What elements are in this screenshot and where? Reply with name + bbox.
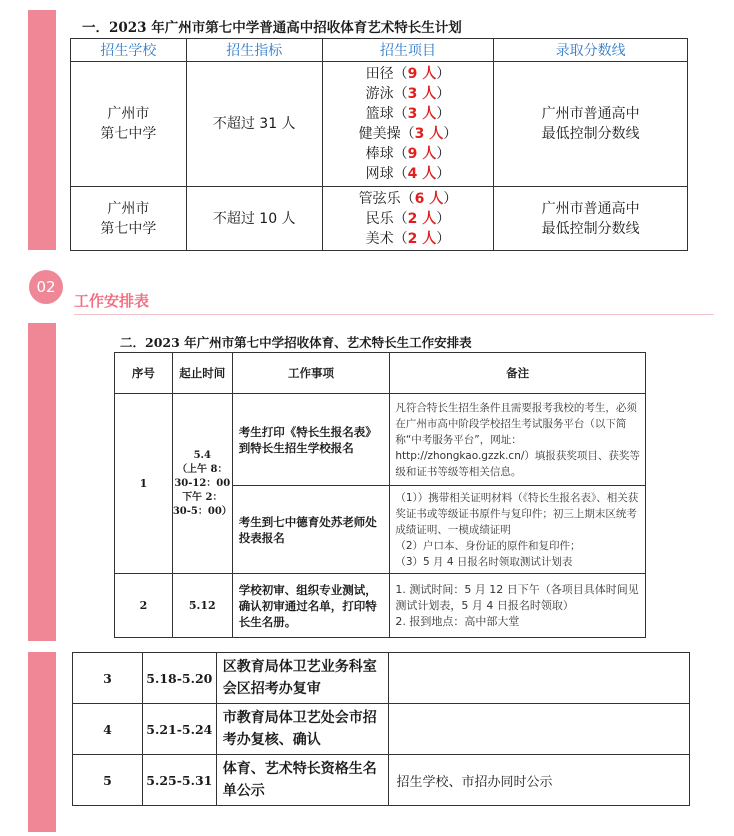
project-item: 民乐（2 人） [365, 210, 451, 227]
header-school: 招生学校 [71, 39, 187, 62]
row-task: 体育、艺术特长资格生名单公示 [216, 755, 388, 806]
left-accent-bar-3 [28, 652, 56, 832]
plan-table [70, 38, 688, 251]
project-item: 健美操（3 人） [358, 126, 458, 142]
schedule-row [73, 653, 690, 704]
header-score: 录取分数线 [494, 39, 688, 62]
project-item: 游泳（3 人） [365, 86, 451, 102]
plan-row [71, 62, 688, 187]
plan-score: 广州市普通高中 最低控制分数线 [494, 187, 688, 251]
row-time: 5.21-5.24 [142, 704, 216, 755]
row-time: 5.4 （上午 8： 30-12：00 下午 2： 30-5：00） [172, 394, 232, 574]
header-note: 备注 [390, 353, 646, 394]
schedule-row [115, 394, 646, 486]
row-task: 考生打印《特长生报名表》到特长生招生学校报名 [232, 394, 390, 486]
project-item: 田径（9 人） [365, 66, 451, 82]
header-no: 序号 [115, 353, 173, 394]
project-count: 3 人 [407, 106, 437, 122]
row-time: 5.12 [172, 574, 232, 638]
header-quota: 招生指标 [186, 39, 322, 62]
row-task: 市教育局体卫艺处会市招考办复核、确认 [216, 704, 388, 755]
plan-projects [322, 187, 494, 251]
project-count: 6 人 [414, 190, 444, 207]
section-number-badge: 02 [29, 270, 63, 304]
row-task: 考生到七中德育处苏老师处投表报名 [232, 486, 390, 574]
schedule-title: 二．2023 年广州市第七中学招收体育、艺术特长生工作安排表 [120, 335, 472, 350]
section-divider [74, 314, 714, 315]
project-count: 9 人 [407, 146, 437, 162]
project-item: 篮球（3 人） [365, 106, 451, 122]
project-count: 3 人 [414, 126, 444, 142]
left-accent-bar-2 [28, 323, 56, 641]
header-time: 起止时间 [172, 353, 232, 394]
project-item: 美术（2 人） [365, 230, 451, 247]
plan-title: 一．2023 年广州市第七中学普通高中招收体育艺术特长生计划 [82, 20, 462, 36]
schedule-row [73, 704, 690, 755]
row-time: 5.18-5.20 [142, 653, 216, 704]
section-title: 工作安排表 [74, 292, 150, 310]
row-note: （1））携带相关证明材料（《特长生报名表》、相关获奖证书或等级证书原件与复印件；初三上期末区统考成绩证明、一模成绩证明 （2）户口本、身份证的原件和复印件； （3）5 月 4 日报名时领取测试计划表 [390, 486, 646, 574]
plan-quota: 不超过 10 人 [186, 187, 322, 251]
schedule-table-continued [72, 652, 690, 806]
row-no: 1 [115, 394, 173, 574]
row-no: 4 [73, 704, 143, 755]
project-count: 4 人 [407, 166, 437, 182]
project-item: 管弦乐（6 人） [358, 190, 458, 207]
row-task: 区教育局体卫艺业务科室会区招考办复审 [216, 653, 388, 704]
header-projects: 招生项目 [322, 39, 494, 62]
schedule-table [114, 352, 646, 638]
row-no: 2 [115, 574, 173, 638]
schedule-row [73, 755, 690, 806]
project-item: 棒球（9 人） [365, 146, 451, 162]
row-task: 学校初审、组织专业测试，确认初审通过名单，打印特长生名册。 [232, 574, 390, 638]
left-accent-bar-1 [28, 10, 56, 250]
row-note: 1. 测试时间：5 月 12 日下午（各项目具体时间见测试计划表，5 月 4 日报名时领取） 2. 报到地点：高中部大堂 [390, 574, 646, 638]
schedule-row [115, 574, 646, 638]
schedule-header-row [115, 353, 646, 394]
row-note: 凡符合特长生招生条件且需要报考我校的考生，必须在广州市高中阶段学校招生考试服务平台（以下简称“中考服务平台”，网址：http://zhongkao.gzzk.cn/）填报获奖项目、获奖等级和证书等级等相关信息。 [390, 394, 646, 486]
project-count: 9 人 [407, 66, 437, 82]
plan-score: 广州市普通高中 最低控制分数线 [494, 62, 688, 187]
project-count: 2 人 [407, 210, 437, 227]
project-count: 2 人 [407, 230, 437, 247]
project-item: 网球（4 人） [365, 166, 451, 182]
plan-school: 广州市 第七中学 [71, 187, 187, 251]
row-note [388, 653, 689, 704]
row-note [388, 704, 689, 755]
plan-header-row [71, 39, 688, 62]
plan-row [71, 187, 688, 251]
row-no: 5 [73, 755, 143, 806]
plan-projects [322, 62, 494, 187]
row-no: 3 [73, 653, 143, 704]
plan-school: 广州市 第七中学 [71, 62, 187, 187]
plan-quota: 不超过 31 人 [186, 62, 322, 187]
header-task: 工作事项 [232, 353, 390, 394]
project-count: 3 人 [407, 86, 437, 102]
row-note: 招生学校、市招办同时公示 [388, 755, 689, 806]
row-time: 5.25-5.31 [142, 755, 216, 806]
